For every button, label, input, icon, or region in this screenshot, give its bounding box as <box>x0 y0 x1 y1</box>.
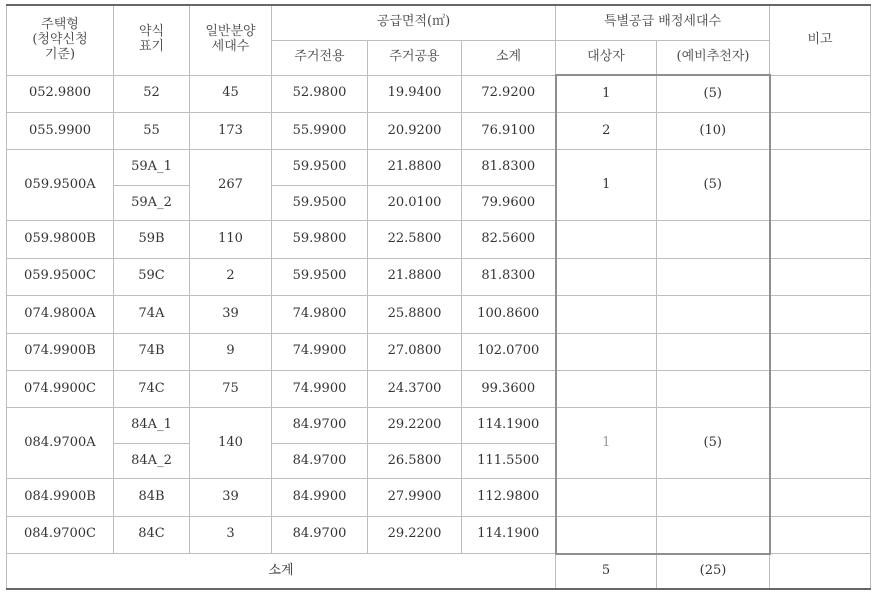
cell-exclusive-area: 59.9500 <box>272 258 368 295</box>
cell-reserve <box>657 258 770 295</box>
cell-common-area: 26.5800 <box>368 443 462 478</box>
cell-abbreviation: 84B <box>114 479 190 516</box>
cell-remarks <box>770 75 871 112</box>
cell-housing-type: 084.9900B <box>7 479 114 516</box>
cell-general-units: 110 <box>190 221 272 258</box>
header-exclusive-area: 주거전용 <box>272 40 368 75</box>
cell-abbreviation: 84C <box>114 516 190 553</box>
cell-abbreviation: 59B <box>114 221 190 258</box>
header-supply-area: 공급면적(㎡) <box>272 5 556 40</box>
cell-exclusive-area: 74.9800 <box>272 296 368 333</box>
cell-eligible: 1 <box>556 150 657 221</box>
cell-area-subtotal: 102.0700 <box>462 333 556 370</box>
cell-abbreviation: 55 <box>114 112 190 149</box>
cell-area-subtotal: 114.1900 <box>462 408 556 443</box>
cell-remarks <box>770 516 871 553</box>
cell-general-units: 267 <box>190 150 272 221</box>
cell-exclusive-area: 52.9800 <box>272 75 368 112</box>
header-area-subtotal: 소계 <box>462 40 556 75</box>
cell-general-units: 75 <box>190 370 272 407</box>
total-reserve: (25) <box>657 554 770 589</box>
table-row <box>7 75 871 112</box>
cell-common-area: 27.9900 <box>368 479 462 516</box>
cell-area-subtotal: 112.9800 <box>462 479 556 516</box>
housing-supply-table <box>6 4 871 590</box>
total-eligible: 5 <box>556 554 657 589</box>
table-row <box>7 112 871 149</box>
cell-housing-type: 084.9700C <box>7 516 114 553</box>
cell-general-units: 3 <box>190 516 272 553</box>
cell-area-subtotal: 81.8300 <box>462 150 556 185</box>
cell-common-area: 19.9400 <box>368 75 462 112</box>
cell-area-subtotal: 114.1900 <box>462 516 556 553</box>
cell-eligible <box>556 258 657 295</box>
cell-common-area: 20.0100 <box>368 185 462 220</box>
cell-reserve <box>657 221 770 258</box>
cell-eligible <box>556 296 657 333</box>
table-total-row <box>7 554 871 589</box>
cell-exclusive-area: 59.9500 <box>272 185 368 220</box>
cell-common-area: 25.8800 <box>368 296 462 333</box>
cell-area-subtotal: 111.5500 <box>462 443 556 478</box>
cell-housing-type: 059.9800B <box>7 221 114 258</box>
cell-housing-type: 055.9900 <box>7 112 114 149</box>
cell-housing-type: 084.9700A <box>7 408 114 479</box>
cell-reserve <box>657 333 770 370</box>
cell-exclusive-area: 59.9800 <box>272 221 368 258</box>
cell-area-subtotal: 100.8600 <box>462 296 556 333</box>
cell-exclusive-area: 84.9700 <box>272 516 368 553</box>
cell-abbreviation: 59A_1 <box>114 150 190 185</box>
cell-reserve <box>657 516 770 553</box>
cell-abbreviation: 84A_1 <box>114 408 190 443</box>
cell-abbreviation: 74C <box>114 370 190 407</box>
cell-remarks <box>770 479 871 516</box>
cell-common-area: 22.5800 <box>368 221 462 258</box>
cell-housing-type: 074.9900B <box>7 333 114 370</box>
cell-remarks <box>770 370 871 407</box>
cell-abbreviation: 74B <box>114 333 190 370</box>
table-row <box>7 370 871 407</box>
cell-area-subtotal: 76.9100 <box>462 112 556 149</box>
header-reserve: (예비추천자) <box>657 40 770 75</box>
cell-common-area: 29.2200 <box>368 516 462 553</box>
cell-general-units: 45 <box>190 75 272 112</box>
cell-remarks <box>770 150 871 221</box>
table-row <box>7 221 871 258</box>
table-row <box>7 296 871 333</box>
cell-abbreviation: 74A <box>114 296 190 333</box>
table-row <box>7 258 871 295</box>
total-label: 소계 <box>7 554 556 589</box>
cell-eligible <box>556 370 657 407</box>
cell-eligible <box>556 221 657 258</box>
header-housing-type: 주택형 (청약신청 기준) <box>7 5 114 75</box>
header-remarks: 비고 <box>770 5 871 75</box>
cell-remarks <box>770 258 871 295</box>
header-general-units: 일반분양 세대수 <box>190 5 272 75</box>
cell-common-area: 29.2200 <box>368 408 462 443</box>
cell-area-subtotal: 99.3600 <box>462 370 556 407</box>
cell-common-area: 21.8800 <box>368 150 462 185</box>
cell-reserve <box>657 370 770 407</box>
header-abbreviation: 약식 표기 <box>114 5 190 75</box>
cell-exclusive-area: 84.9700 <box>272 408 368 443</box>
cell-general-units: 173 <box>190 112 272 149</box>
cell-remarks <box>770 296 871 333</box>
cell-reserve <box>657 296 770 333</box>
cell-eligible <box>556 516 657 553</box>
cell-eligible: 1 <box>556 75 657 112</box>
cell-common-area: 24.3700 <box>368 370 462 407</box>
cell-reserve <box>657 479 770 516</box>
cell-housing-type: 059.9500C <box>7 258 114 295</box>
cell-reserve: (5) <box>657 75 770 112</box>
header-common-area: 주거공용 <box>368 40 462 75</box>
cell-eligible <box>556 479 657 516</box>
cell-exclusive-area: 74.9900 <box>272 333 368 370</box>
cell-common-area: 27.0800 <box>368 333 462 370</box>
cell-eligible <box>556 333 657 370</box>
cell-reserve: (5) <box>657 150 770 221</box>
cell-housing-type: 074.9800A <box>7 296 114 333</box>
cell-remarks <box>770 408 871 479</box>
cell-housing-type: 059.9500A <box>7 150 114 221</box>
cell-area-subtotal: 79.9600 <box>462 185 556 220</box>
cell-exclusive-area: 59.9500 <box>272 150 368 185</box>
cell-exclusive-area: 84.9700 <box>272 443 368 478</box>
cell-general-units: 39 <box>190 296 272 333</box>
table-row <box>7 479 871 516</box>
cell-reserve: (5) <box>657 408 770 479</box>
cell-general-units: 2 <box>190 258 272 295</box>
header-special-supply: 특별공급 배정세대수 <box>556 5 770 40</box>
cell-abbreviation: 59C <box>114 258 190 295</box>
cell-exclusive-area: 74.9900 <box>272 370 368 407</box>
cell-abbreviation: 52 <box>114 75 190 112</box>
header-eligible: 대상자 <box>556 40 657 75</box>
cell-housing-type: 074.9900C <box>7 370 114 407</box>
cell-remarks <box>770 112 871 149</box>
cell-abbreviation: 84A_2 <box>114 443 190 478</box>
table-row <box>7 333 871 370</box>
cell-housing-type: 052.9800 <box>7 75 114 112</box>
cell-exclusive-area: 55.9900 <box>272 112 368 149</box>
cell-abbreviation: 59A_2 <box>114 185 190 220</box>
cell-eligible: 1 <box>556 408 657 479</box>
table-row <box>7 150 871 185</box>
cell-exclusive-area: 84.9900 <box>272 479 368 516</box>
cell-general-units: 140 <box>190 408 272 479</box>
cell-reserve: (10) <box>657 112 770 149</box>
cell-common-area: 21.8800 <box>368 258 462 295</box>
total-remarks <box>770 554 871 589</box>
table-row <box>7 516 871 553</box>
table-row <box>7 408 871 443</box>
cell-general-units: 9 <box>190 333 272 370</box>
cell-area-subtotal: 82.5600 <box>462 221 556 258</box>
cell-common-area: 20.9200 <box>368 112 462 149</box>
cell-remarks <box>770 221 871 258</box>
cell-area-subtotal: 81.8300 <box>462 258 556 295</box>
cell-general-units: 39 <box>190 479 272 516</box>
cell-remarks <box>770 333 871 370</box>
cell-eligible: 2 <box>556 112 657 149</box>
cell-area-subtotal: 72.9200 <box>462 75 556 112</box>
